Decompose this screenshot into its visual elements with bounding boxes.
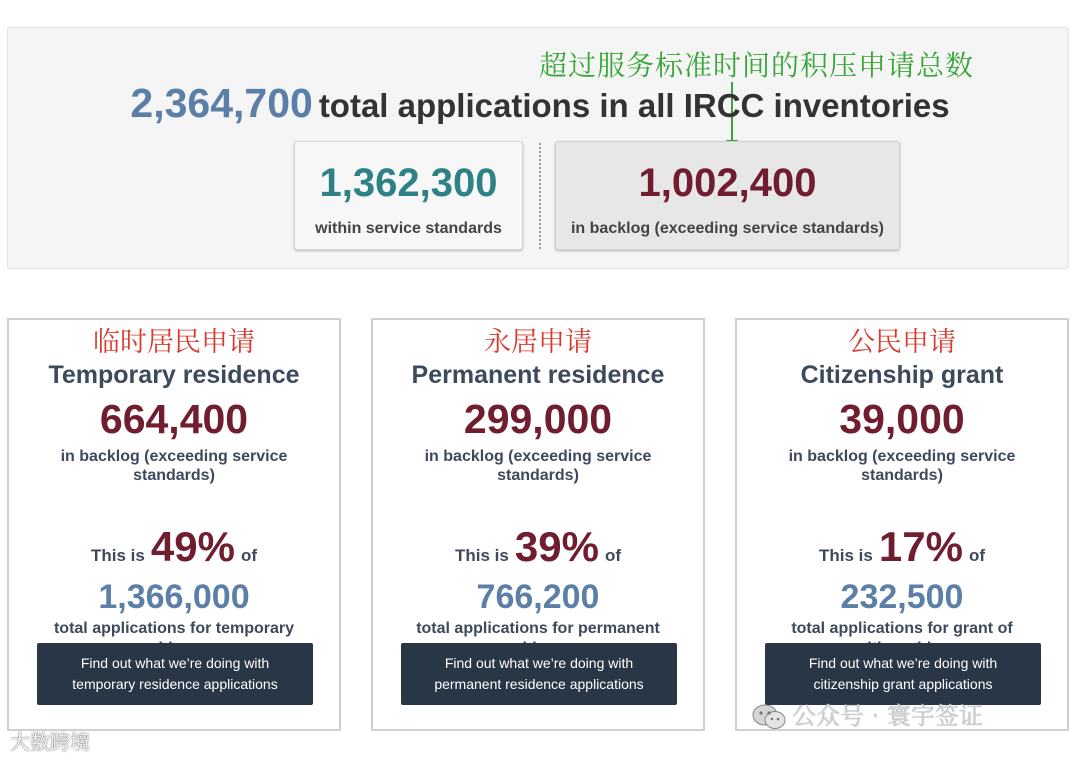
total-applications-number: 2,364,700: [130, 80, 313, 126]
backlog-total-box: [555, 141, 900, 250]
card-total-number: 232,500: [840, 578, 964, 616]
card-total-label: total applications for grant of: [791, 620, 1013, 637]
card-percent: 39%: [514, 523, 599, 570]
of-text: of: [604, 546, 621, 565]
citizenship-grant-info-button[interactable]: Find out what we’re doing with citizenship grant applications: [765, 643, 1041, 705]
watermark-left: 大数跨境: [10, 730, 90, 754]
card-backlog-number: 299,000: [463, 396, 613, 442]
within-standards-label: within service standards: [315, 220, 502, 237]
card-total-label: total applications for temporary: [53, 620, 295, 637]
card-title: Temporary residence: [48, 361, 300, 389]
total-applications-text: total applications in all IRCC inventories: [318, 87, 950, 124]
card-temporary-residence: [7, 318, 341, 731]
card-total-number: 766,200: [476, 578, 600, 616]
wechat-icon: [752, 703, 786, 731]
card-backlog-label: in backlog (exceeding service standards): [424, 448, 652, 484]
card-permanent-residence: [371, 318, 705, 731]
total-headline: [0, 80, 1080, 127]
within-standards-box: [294, 141, 523, 250]
this-is-text: This is: [819, 546, 873, 565]
within-standards-number: 1,362,300: [319, 161, 498, 205]
of-text: of: [968, 546, 985, 565]
annotation-cn: 超过服务标准时间的积压申请总数: [539, 49, 975, 82]
card-percent-line: [737, 525, 1067, 579]
watermark-right: [752, 696, 983, 731]
this-is-text: This is: [455, 546, 509, 565]
card-title-cn: 永居申请: [484, 327, 592, 358]
card-backlog-label: in backlog (exceeding service standards): [788, 448, 1016, 484]
watermark-right-text: 公众号 · 寰宇签证: [792, 702, 983, 730]
card-backlog-number: 664,400: [99, 396, 249, 442]
of-text: of: [240, 546, 257, 565]
card-percent-line: [9, 525, 339, 579]
card-title-cn: 公民申请: [848, 327, 956, 358]
this-is-text: This is: [91, 546, 145, 565]
card-citizenship-grant: [735, 318, 1069, 731]
card-title-cn: 临时居民申请: [93, 327, 255, 358]
card-backlog-number: 39,000: [839, 396, 965, 442]
backlog-total-number: 1,002,400: [638, 161, 817, 205]
card-percent: 49%: [150, 523, 235, 570]
card-title: Permanent residence: [411, 361, 665, 389]
permanent-residence-info-button[interactable]: Find out what we’re doing with permanent residence applications: [401, 643, 677, 705]
card-total-number: 1,366,000: [98, 578, 250, 616]
card-title: Citizenship grant: [800, 361, 1004, 389]
summary-divider: [539, 143, 541, 249]
card-total-label: total applications for permanent: [416, 620, 660, 637]
backlog-total-label: in backlog (exceeding service standards): [570, 220, 884, 237]
card-percent: 17%: [878, 523, 963, 570]
card-backlog-label: in backlog (exceeding service standards): [60, 448, 288, 484]
card-percent-line: [373, 525, 703, 579]
temporary-residence-info-button[interactable]: Find out what we’re doing with temporary residence applications: [37, 643, 313, 705]
